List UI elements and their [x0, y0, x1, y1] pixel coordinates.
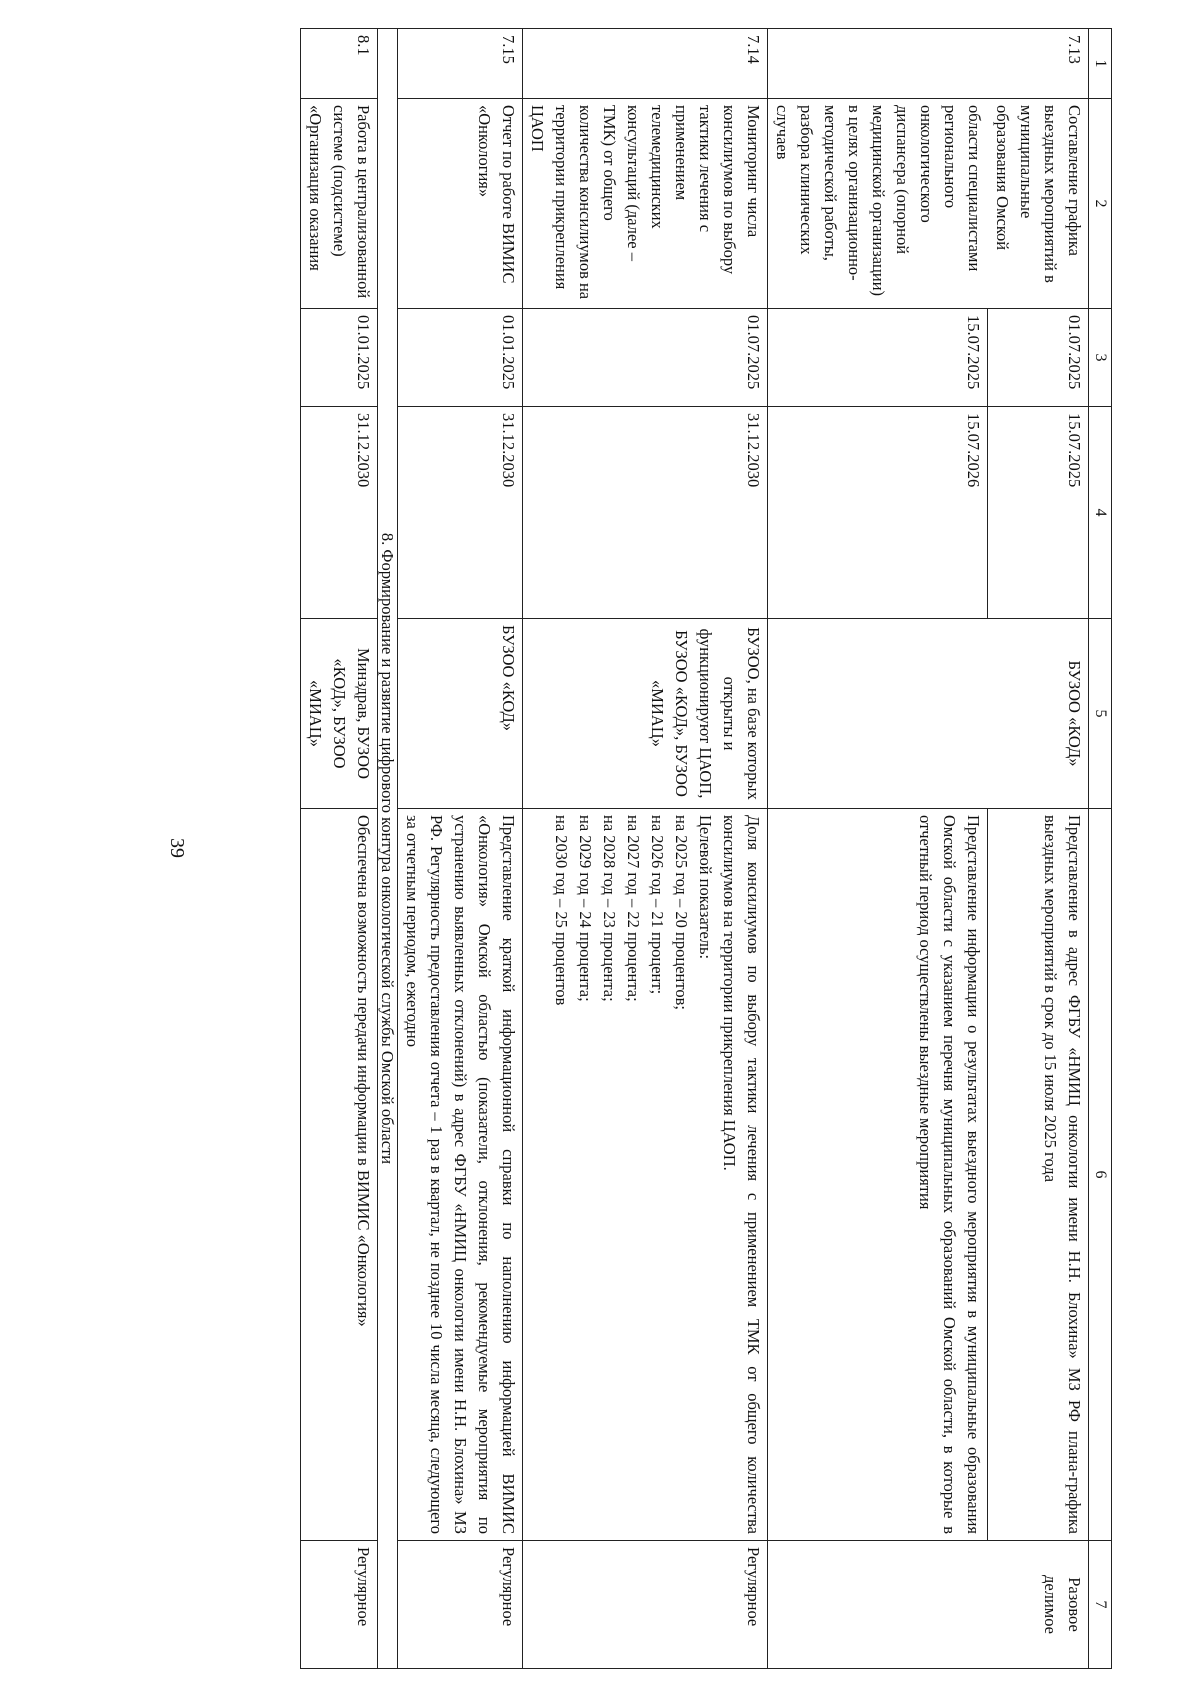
plan-table: [300, 28, 1112, 1669]
executor: БУЗОО «КОД»: [398, 619, 523, 809]
start-date: 15.07.2025: [768, 309, 989, 407]
header-cell: 5: [1089, 619, 1112, 809]
target-line: на 2028 год – 23 процента;: [600, 815, 619, 1002]
target-label: Целевой показатель:: [696, 815, 715, 960]
executor: БУЗОО «КОД»: [768, 619, 1089, 809]
table-row: [398, 29, 523, 1669]
table-row: [988, 29, 1089, 1669]
executor: Минздрав, БУЗОО «КОД», БУЗОО «МИАЦ»: [301, 619, 378, 809]
start-date: 01.01.2025: [398, 309, 523, 407]
executor: БУЗОО, на базе которых открыты и функционируют ЦАОП, БУЗОО «КОД», БУЗОО «МИАЦ»: [523, 619, 768, 809]
result-intro: Доля консилиумов по выбору тактики лечения с применением ТМК от общего количества консилиумов на территории прикрепления ЦАОП.: [720, 815, 763, 1534]
header-cell: 2: [1089, 99, 1112, 309]
target-line: на 2029 год – 24 процента;: [576, 815, 595, 1002]
target-line: на 2027 год – 22 процента;: [624, 815, 643, 1002]
header-cell: 7: [1089, 1541, 1112, 1669]
header-cell: 4: [1089, 407, 1112, 619]
activity-type: Регулярное: [398, 1541, 523, 1669]
end-date: 31.12.2030: [398, 407, 523, 619]
row-number: 8.1: [301, 29, 378, 99]
target-line: на 2030 год – 25 процентов: [552, 815, 571, 1006]
rotated-page: [104, 28, 1112, 1668]
row-number: 7.13: [768, 29, 1089, 99]
activity-type: Регулярное: [301, 1541, 378, 1669]
header-cell: 6: [1089, 809, 1112, 1541]
activity-name: Отчет по работе ВИМИС «Онкология»: [398, 99, 523, 309]
table-row: [768, 29, 989, 1669]
result: Представление краткой информационной справки по наполнению информацией ВИМИС «Онкология» Омской областью (показатели, отклонения, рекомендуемые мероприятия по устранению выявленных отклонений) в адрес ФГБУ «НМИЦ онкологии имени Н.Н. Блохина» МЗ РФ. Регулярность предоставления отчета – 1 раз в квартал, не позднее 10 числа месяца, следующего за отчетным периодом, ежегодно: [398, 809, 523, 1541]
header-cell: 1: [1089, 29, 1112, 99]
activity-name: Работа в централизованной системе (подсистеме) «Организация оказания: [301, 99, 378, 309]
table-row: [301, 29, 378, 1669]
result: Представление информации о результатах выездного мероприятия в муниципальные образования Омской области с указанием перечня муниципальных образований Омской области, в которые в отчетный период осуществлены выездные мероприятия: [768, 809, 989, 1541]
section-row: [378, 29, 398, 1669]
result: Обеспечена возможность передачи информации в ВИМИС «Онкология»: [301, 809, 378, 1541]
activity-type: Регулярное: [523, 1541, 768, 1669]
end-date: 31.12.2030: [523, 407, 768, 619]
header-cell: 3: [1089, 309, 1112, 407]
end-date: 31.12.2030: [301, 407, 378, 619]
target-line: на 2026 год – 21 процент;: [648, 815, 667, 995]
row-number: 7.14: [523, 29, 768, 99]
result-cell: [523, 809, 768, 1541]
result: Представление в адрес ФГБУ «НМИЦ онкологии имени Н.Н. Блохина» МЗ РФ плана-графика выездных мероприятий в срок до 15 июля 2025 года: [988, 809, 1089, 1541]
start-date: 01.01.2025: [301, 309, 378, 407]
target-line: на 2025 год – 20 процентов;: [672, 815, 691, 1010]
activity-type: Разовое делимое: [768, 1541, 1089, 1669]
activity-name: Составление графика выездных мероприятий в муниципальные образования Омской: [988, 99, 1089, 309]
end-date: 15.07.2025: [988, 407, 1089, 619]
header-row: [1089, 29, 1112, 1669]
page-number: 39: [166, 838, 188, 858]
end-date: 15.07.2026: [768, 407, 989, 619]
start-date: 01.07.2025: [988, 309, 1089, 407]
section-heading: 8. Формирование и развитие цифрового контура онкологической службы Омской области: [378, 29, 398, 1669]
row-number: 7.15: [398, 29, 523, 99]
start-date: 01.07.2025: [523, 309, 768, 407]
table-row: [523, 29, 768, 1669]
activity-name: Мониторинг числа консилиумов по выбору тактики лечения с применением телемедицинских консультаций (далее – ТМК) от общего количества консилиумов на территории прикрепления ЦАОП: [523, 99, 768, 309]
activity-name: области специалистами регионального онкологического диспансера (опорной медицинской организации) в целях организационно-методической работы, разбора клинических случаев: [768, 99, 989, 309]
